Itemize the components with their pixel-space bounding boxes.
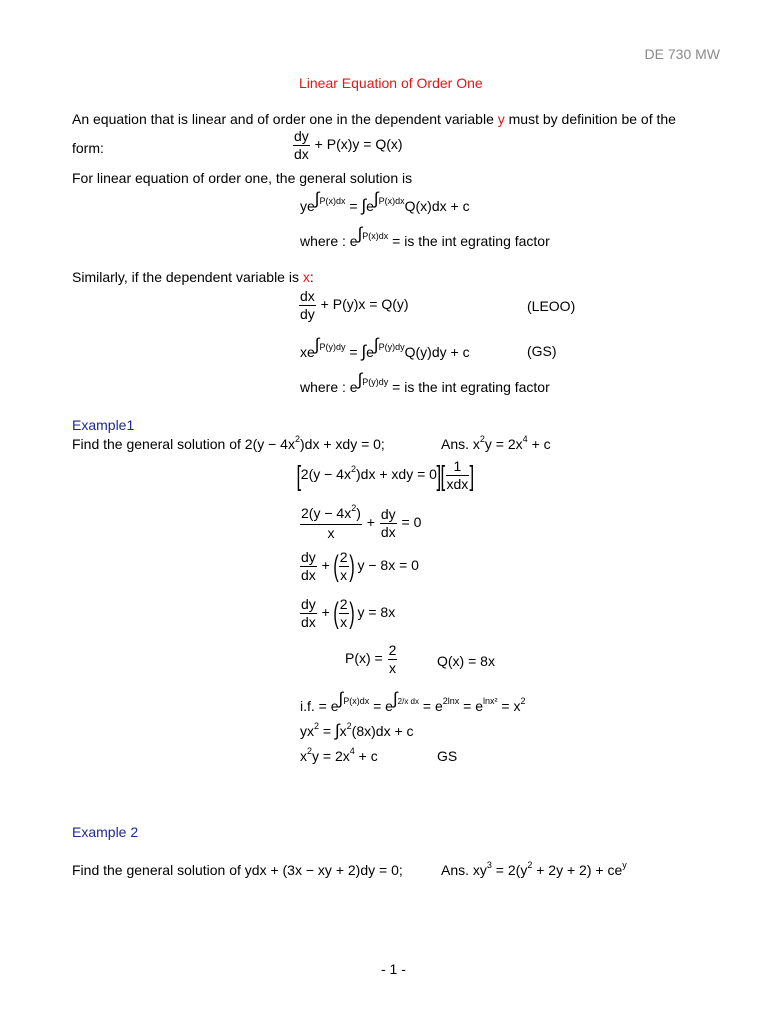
- example1-prompt: Find the general solution of $2(y - 4x^2)dx$ + xdy = 0;: [72, 434, 385, 452]
- page-number: - 1 -: [381, 961, 406, 977]
- example2-answer: Ans. $xy^3 = 2(y^2 + 2y + 2) + ce^y$: [441, 860, 627, 878]
- example2-ans-label: Ans.: [441, 862, 470, 878]
- ex1-gs-tag: GS: [437, 748, 458, 764]
- ex1-p-and-q: P(x) = $\frac{2}{x}$: [345, 642, 397, 676]
- equation-leoo-x: $\frac{dx}{dy}$ + P(y)x = Q(y): [300, 288, 409, 322]
- dependent-variable-x: x: [302, 269, 310, 285]
- page-title: Linear Equation of Order One: [299, 75, 483, 91]
- similarly-line: [72, 270, 314, 284]
- intro-text-end: must by definition be of the: [504, 111, 676, 127]
- integrating-factor-text-x: = is the int egrating factor: [388, 379, 550, 395]
- gs-tag: (GS): [527, 343, 557, 359]
- leoo-tag: (LEOO): [527, 298, 576, 314]
- ex1-step-multiply: [$2(y - 4x^2)dx$ + xdy = 0][ $\frac{1}{\text{xdx}}$ ]: [296, 458, 475, 492]
- example1-prompt-text: Find the general solution of: [72, 436, 245, 452]
- similarly-text: Similarly, if the dependent variable is: [72, 269, 303, 285]
- ex1-general-solution: $x^2y = 2x^4 + c$: [300, 746, 378, 764]
- example1-answer: Ans. $x^2y = 2x^4 + c$: [441, 434, 551, 452]
- equation-general-solution-y: $ye^{\int P(x)dx} = \int e^{\int P(x)dx}Q(x)dx + c$: [300, 189, 470, 215]
- equation-linear-form: $\frac{dy}{dx}$ + P(x)y = Q(x): [294, 128, 403, 162]
- dependent-variable-y: y: [497, 111, 505, 127]
- intro-line-1: [72, 112, 676, 126]
- example2-heading: Example 2: [72, 824, 139, 840]
- integrating-factor-text: = is the int egrating factor: [388, 233, 550, 249]
- integrating-factor-x: where : $e^{\int P(y)dy}$ = is the int egrating factor: [300, 370, 550, 395]
- where-label: where : e: [300, 233, 358, 249]
- where-label-x: where : e: [300, 379, 358, 395]
- document-code: DE 730 MW: [644, 46, 720, 62]
- equation-general-solution-x: $xe^{\int P(y)dy} = \int e^{\int P(y)dy}Q(y)dy + c$: [300, 335, 470, 361]
- example1-heading: Example1: [72, 417, 135, 433]
- ex1-step-leoo: $\frac{dy}{dx}$ + ( $\frac{2}{x}$ ) y = 8x: [301, 596, 396, 630]
- example1-ans-label: Ans.: [441, 436, 470, 452]
- similarly-colon: :: [309, 269, 314, 285]
- intro-text: An equation that is linear and of order one in the dependent variable: [72, 111, 498, 127]
- ex1-step-standard: $\frac{dy}{dx}$ + ( $\frac{2}{x}$ ) y − 8x = 0: [301, 549, 419, 583]
- ex1-solution-integral: $yx^2 = \int x^2(8x)dx + c$: [300, 721, 414, 740]
- intro-form-label: form:: [72, 140, 104, 156]
- ex1-q-of-x: Q(x) = 8x: [437, 653, 495, 669]
- ex1-step-divide: $\frac{2(y - 4x^2)}{x}$ + $\frac{dy}{dx}$ = 0: [301, 503, 422, 541]
- example2-prompt: Find the general solution of ydx + (3x − xy + 2)dy = 0;: [72, 862, 403, 878]
- integrating-factor-y: where : $e^{\int P(x)dx}$ = is the int egrating factor: [300, 224, 550, 249]
- intro-general-solution-text: For linear equation of order one, the general solution is: [72, 170, 413, 186]
- ex1-integrating-factor: i.f. = $e^{\int P(x)dx} = e^{\int 2/x dx} = e^{2lnx} = e^{lnx^2} = x^2$: [300, 689, 526, 714]
- example2-prompt-text: Find the general solution of: [72, 862, 245, 878]
